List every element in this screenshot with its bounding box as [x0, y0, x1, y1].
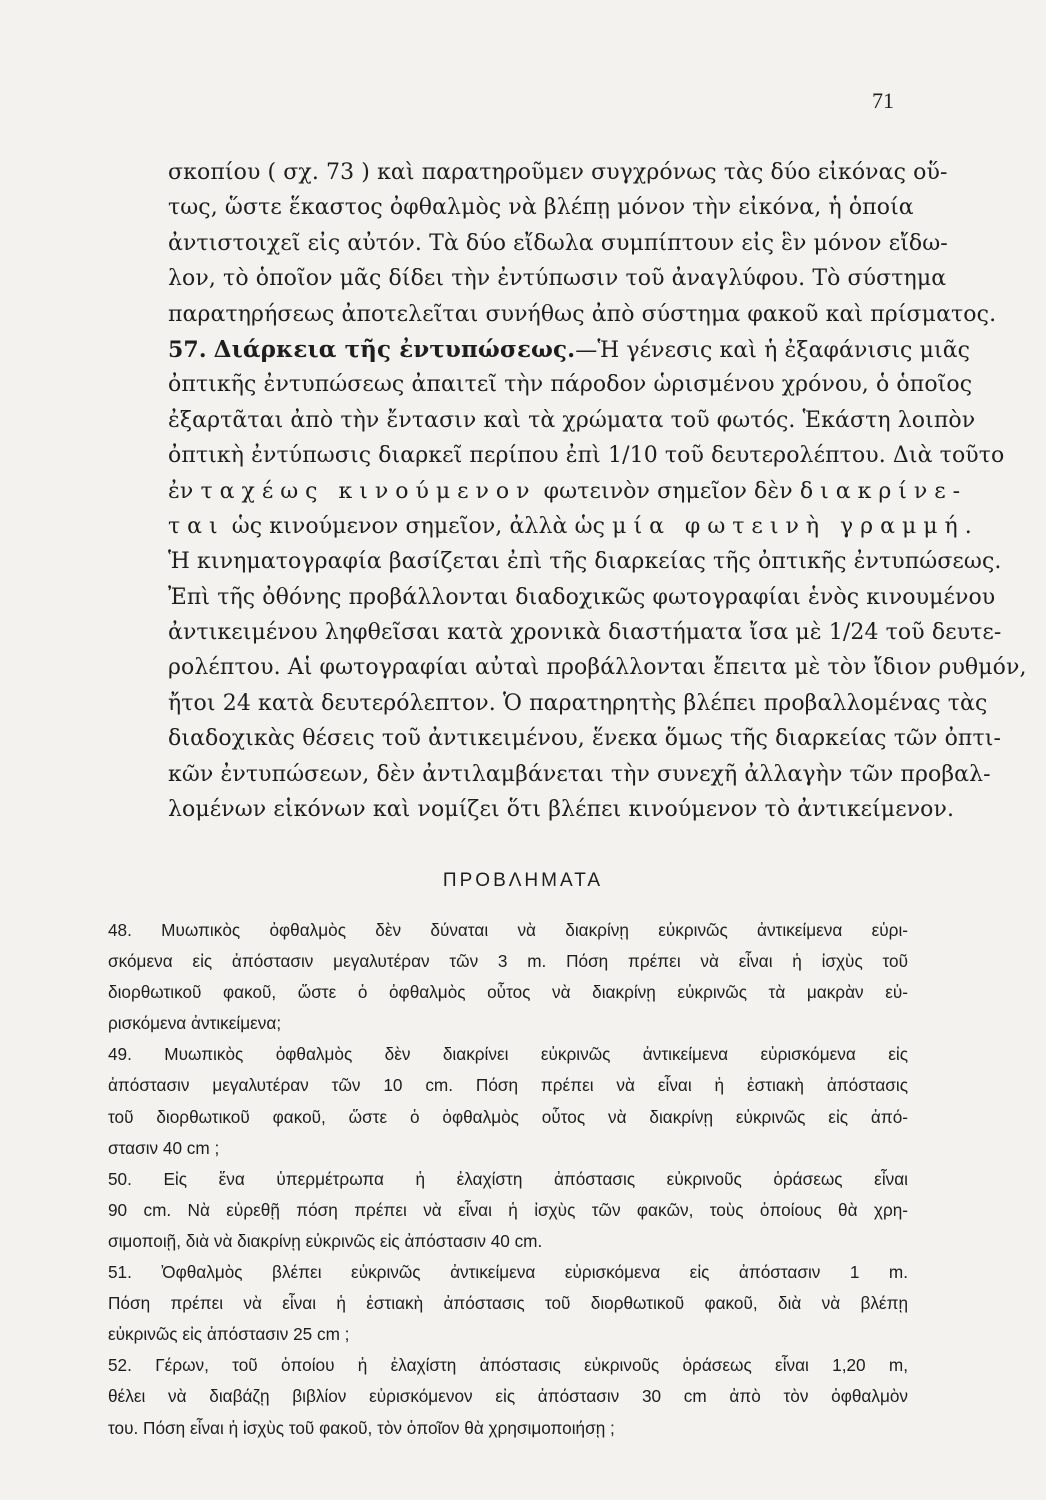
text-line: ρολέπτου. Αἱ φωτογραφίαι αὐταὶ προβάλλονται ἔπειτα μὲ τὸν ἴδιον ρυθμόν, [168, 655, 1027, 681]
emphasis-text: ταχέως κινούμενον [200, 478, 537, 504]
emphasis-text: διακρίνε- [799, 478, 968, 504]
problem-line: στασιν 40 cm ; [108, 1137, 220, 1158]
problem-line: Πόση πρέπει νὰ εἶναι ἡ ἑστιακὴ ἀπόστασις τοῦ διορθωτικοῦ φακοῦ, διὰ νὰ βλέπῃ [108, 1293, 908, 1314]
problem-line: σκόμενα εἰς ἀπόστασιν μεγαλυτέραν τῶν 3 m. Πόση πρέπει νὰ εἶναι ἡ ἰσχὺς τοῦ [108, 951, 908, 972]
text-line: ἐξαρτᾶται ἀπὸ τὴν ἔντασιν καὶ τὰ χρώματα τοῦ φωτός. Ἑκάστη λοιπὸν [168, 407, 976, 433]
text-line: διαδοχικὰς θέσεις τοῦ ἀντικειμένου, ἕνεκα ὅμως τῆς διαρκείας τῶν ὀπτι- [168, 726, 1002, 752]
problem-line: 51. Ὀφθαλμὸς βλέπει εὐκρινῶς ἀντικείμενα εὑρισκόμενα εἰς ἀπόστασιν 1 m. [108, 1262, 908, 1283]
text-line: Ἡ κινηματογραφία βασίζεται ἐπὶ τῆς διαρκείας τῆς ὀπτικῆς ἐντυπώσεως. [168, 549, 1002, 575]
problem-line: 50. Εἰς ἕνα ὑπερμέτρωπα ἡ ἐλαχίστη ἀπόστασις εὐκρινοῦς ὁράσεως εἶναι [108, 1168, 908, 1189]
text-line: Ἐπὶ τῆς ὀθόνης προβάλλονται διαδοχικῶς φωτογραφίαι ἑνὸς κινουμένου [168, 584, 996, 610]
problem-line: 52. Γέρων, τοῦ ὁποίου ἡ ἐλαχίστη ἀπόστασις εὐκρινοῦς ὁράσεως εἶναι 1,20 m, [108, 1355, 908, 1376]
text-line [168, 509, 979, 544]
text-line: σκοπίου ( σχ. 73 ) καὶ παρατηροῦμεν συγχρόνως τὰς δύο εἰκόνας οὕ- [168, 160, 948, 185]
text-line [168, 474, 968, 509]
problem-48 [108, 915, 908, 1039]
problem-line: διορθωτικοῦ φακοῦ, ὥστε ὁ ὀφθαλμὸς οὗτος νὰ διακρίνῃ εὐκρινῶς τὰ μακρὰν εὑ- [108, 982, 908, 1003]
section-first-line: —Ἡ γένεσις καὶ ἡ ἐξαφάνισις μιᾶς [575, 337, 971, 363]
page-number: 71 [872, 88, 894, 113]
text-line: λομένων εἰκόνων καὶ νομίζει ὅτι βλέπει κινούμενον τὸ ἀντικείμενον. [168, 797, 955, 823]
problem-line: 49. Μυωπικὸς ὀφθαλμὸς δὲν διακρίνει εὐκρινῶς ἀντικείμενα εὑρισκόμενα εἰς [108, 1044, 908, 1065]
problem-line: 90 cm. Νὰ εὑρεθῇ πόση πρέπει νὰ εἶναι ἡ ἰσχὺς τῶν φακῶν, τοὺς ὁποίους θὰ χρη- [108, 1199, 908, 1220]
problem-line: ρισκόμενα ἀντικείμενα; [108, 1013, 282, 1034]
text-line: λον, τὸ ὁποῖον μᾶς δίδει τὴν ἐντύπωσιν τοῦ ἀναγλύφου. Τὸ σύστημα [168, 266, 947, 292]
text-fragment: ἐν [168, 478, 194, 504]
problem-51 [108, 1257, 908, 1350]
body-text [168, 155, 1027, 827]
problems-list [108, 915, 908, 1444]
text-line: τως, ὥστε ἕκαστος ὀφθαλμὸς νὰ βλέπῃ μόνον τὴν εἰκόνα, ἡ ὁποία [168, 195, 914, 221]
section-title: Διάρκεια τῆς ἐντυπώσεως. [213, 335, 576, 363]
section-heading-line [168, 332, 971, 367]
text-line: ἀντικειμένου ληφθεῖσαι κατὰ χρονικὰ διαστήματα ἴσα μὲ 1/24 τοῦ δευτε- [168, 620, 1002, 646]
problems-heading: ΠΡΟΒΛΗΜΑΤΑ [442, 870, 604, 891]
section-number: 57. [168, 336, 207, 363]
problem-line: εὐκρινῶς εἰς ἀπόστασιν 25 cm ; [108, 1324, 350, 1345]
text-line: ὀπτικῆς ἐντυπώσεως ἀπαιτεῖ τὴν πάροδον ὡρισμένου χρόνου, ὁ ὁποῖος [168, 372, 973, 398]
text-line: κῶν ἐντυπώσεων, δὲν ἀντιλαμβάνεται τὴν συνεχῆ ἀλλαγὴν τῶν προβαλ- [168, 761, 991, 787]
problem-52 [108, 1350, 908, 1443]
problem-line: του. Πόση εἶναι ἡ ἰσχὺς τοῦ φακοῦ, τὸν ὁποῖον θὰ χρησιμοποιήσῃ ; [108, 1417, 615, 1438]
text-line: ἤτοι 24 κατὰ δευτερόλεπτον. Ὁ παρατηρητὴς βλέπει προβαλλομένας τὰς [168, 690, 988, 716]
text-line: ὀπτικὴ ἐντύπωσις διαρκεῖ περίπου ἐπὶ 1/10 τοῦ δευτερολέπτου. Διὰ τοῦτο [168, 443, 1005, 469]
problem-line: τοῦ διορθωτικοῦ φακοῦ, ὥστε ὁ ὀφθαλμὸς οὗτος νὰ διακρίνῃ εὐκρινῶς εἰς ἀπό- [108, 1106, 908, 1127]
text-line: ἀντιστοιχεῖ εἰς αὐτόν. Τὰ δύο εἴδωλα συμπίπτουν εἰς ἓν μόνον εἴδω- [168, 230, 948, 256]
problem-line: θέλει νὰ διαβάζῃ βιβλίον εὑρισκόμενον εἰς ἀπόστασιν 30 cm ἀπὸ τὸν ὀφθαλμὸν [108, 1386, 908, 1407]
problem-49 [108, 1039, 908, 1163]
problem-line: ἀπόστασιν μεγαλυτέραν τῶν 10 cm. Πόση πρέπει νὰ εἶναι ἡ ἑστιακὴ ἀπόστασις [108, 1075, 908, 1096]
problem-line: 48. Μυωπικὸς ὀφθαλμὸς δὲν δύναται νὰ διακρίνῃ εὐκρινῶς ἀντικείμενα εὑρι- [108, 920, 908, 940]
emphasis-text: μία φωτεινὴ γραμμή. [612, 513, 979, 539]
emphasis-text: ται [168, 513, 225, 539]
text-line: παρατηρήσεως ἀποτελεῖται συνήθως ἀπὸ σύστημα φακοῦ καὶ πρίσματος. [168, 301, 997, 327]
text-fragment: ὡς κινούμενον σημεῖον, ἀλλὰ ὡς [231, 513, 606, 539]
problem-line: σιμοποιῇ, διὰ νὰ διακρίνῃ εὐκρινῶς εἰς ἀπόστασιν 40 cm. [108, 1230, 543, 1251]
text-fragment: φωτεινὸν σημεῖον δὲν [543, 478, 793, 504]
problem-50 [108, 1164, 908, 1257]
